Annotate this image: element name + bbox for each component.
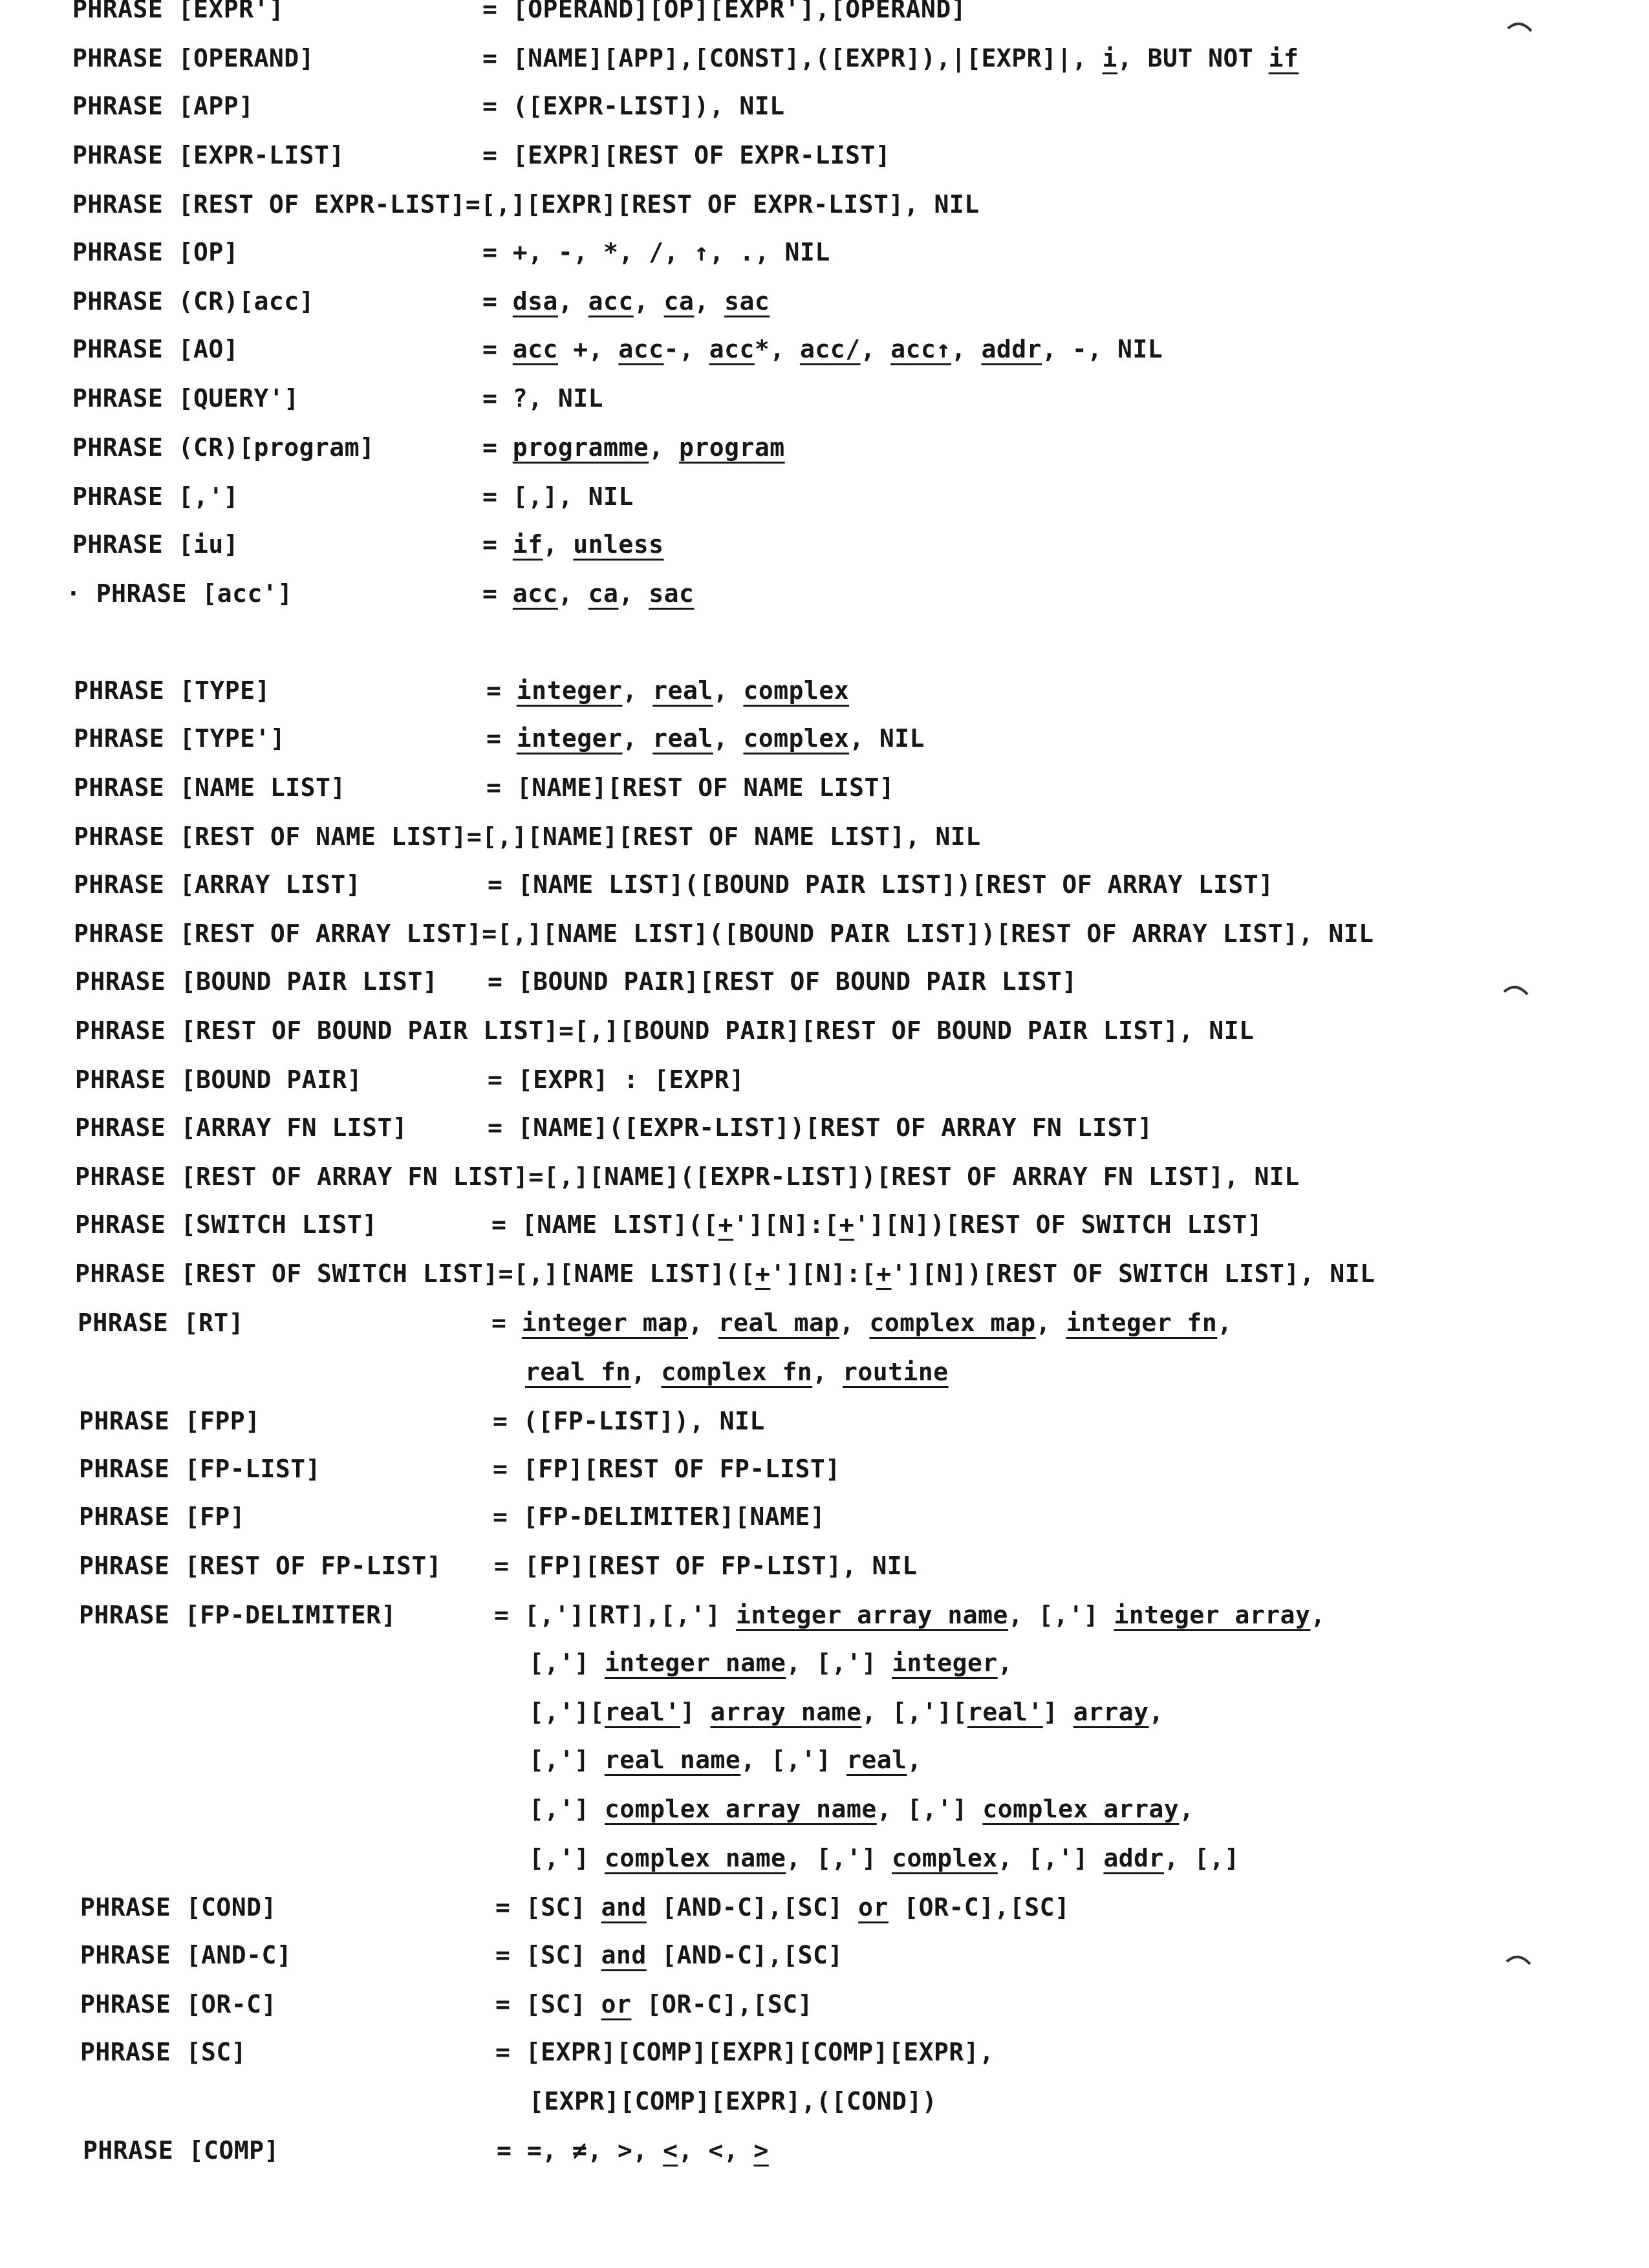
underlined-keyword: complex: [743, 676, 850, 705]
grammar-text: [,']: [529, 1649, 605, 1677]
grammar-text: = [,], NIL: [482, 482, 634, 511]
underlined-keyword: integer map: [521, 1309, 688, 1337]
underlined-keyword: ca: [588, 579, 619, 608]
phrase-definition: [486, 769, 894, 806]
grammar-text: ,: [951, 335, 982, 363]
phrase-definition: [488, 1062, 744, 1098]
grammar-text: ,: [839, 1309, 870, 1337]
phrase-name: PHRASE [APP]: [72, 92, 254, 120]
grammar-text: =: [482, 530, 513, 559]
grammar-line: [0, 575, 1649, 612]
underlined-keyword: real: [846, 1746, 907, 1774]
phrase-definition: [482, 575, 694, 612]
grammar-text: ,: [649, 433, 679, 462]
grammar-text: , [,']: [740, 1746, 846, 1774]
underlined-keyword: sac: [649, 579, 695, 608]
grammar-text: [,']: [529, 1746, 605, 1774]
grammar-text: = [NAME]([EXPR-LIST])[REST OF ARRAY FN LIST]: [488, 1113, 1153, 1142]
grammar-text: = [SC]: [495, 1941, 601, 1969]
grammar-text: = [EXPR][REST OF EXPR-LIST]: [482, 141, 891, 169]
grammar-text: , [,']: [786, 1844, 892, 1872]
grammar-text: , NIL: [849, 724, 925, 753]
underlined-keyword: addr: [981, 335, 1042, 363]
underlined-keyword: i: [1102, 44, 1117, 72]
grammar-text: = =, ≠, >,: [497, 2136, 663, 2165]
grammar-line: [0, 88, 1649, 124]
grammar-text: = ?, NIL: [482, 384, 604, 412]
underlined-keyword: integer array name: [736, 1601, 1008, 1629]
grammar-line: [0, 1791, 1649, 1827]
underlined-keyword: if: [1268, 44, 1299, 72]
underlined-keyword: complex name: [604, 1844, 786, 1872]
phrase-definition: [488, 1109, 1153, 1146]
phrase-name: PHRASE [TYPE']: [74, 724, 286, 753]
underlined-keyword: complex array name: [604, 1795, 877, 1823]
phrase-definition: [482, 0, 966, 27]
grammar-line: [0, 1597, 1649, 1633]
grammar-line: [0, 818, 1649, 855]
phrase-name: PHRASE [COMP]: [83, 2136, 279, 2165]
phrase-name: PHRASE [EXPR-LIST]: [72, 141, 345, 169]
underlined-keyword: and: [601, 1941, 647, 1969]
grammar-text: ,: [997, 1649, 1013, 1677]
grammar-line: [0, 720, 1649, 756]
grammar-text: ]: [1042, 1698, 1073, 1726]
grammar-text: ,: [687, 1309, 718, 1337]
phrase-definition: [482, 137, 890, 173]
grammar-text: ,: [557, 287, 588, 316]
phrase-name: PHRASE [AO]: [72, 335, 239, 363]
grammar-text: [,']: [529, 1795, 605, 1823]
grammar-text: = [SC]: [495, 1990, 601, 2018]
phrase-name: PHRASE [QUERY']: [72, 384, 299, 412]
phrase-definition: [482, 40, 1299, 76]
grammar-text: = [NAME LIST]([BOUND PAIR LIST])[REST OF ARRAY LIST]: [488, 870, 1274, 899]
phrase-definition: [482, 88, 785, 124]
underlined-keyword: or: [601, 1990, 632, 2018]
grammar-line: [0, 40, 1649, 76]
underlined-keyword: complex fn: [661, 1358, 813, 1386]
underlined-keyword: +: [718, 1210, 734, 1239]
grammar-text: ,: [622, 676, 653, 705]
grammar-line: [0, 137, 1649, 173]
grammar-line: [0, 1012, 1649, 1049]
phrase-name: PHRASE [FP-DELIMITER]: [79, 1601, 396, 1629]
underlined-keyword: acc: [618, 335, 664, 363]
grammar-text: [AND-C],[SC]: [646, 1941, 843, 1969]
phrase-name: PHRASE [BOUND PAIR LIST]: [75, 967, 438, 996]
margin-mark-icon: [1504, 1947, 1534, 1973]
phrase-definition: [482, 234, 830, 270]
grammar-text: ,: [1179, 1795, 1194, 1823]
phrase-name: PHRASE [RT]: [78, 1309, 244, 1337]
grammar-line: [0, 769, 1649, 806]
phrase-name: PHRASE [REST OF ARRAY LIST]=[,][NAME LIST]([BOUND PAIR LIST])[REST OF ARRAY LIST], NIL: [74, 919, 1374, 948]
underlined-keyword: complex array: [982, 1795, 1180, 1823]
underlined-keyword: integer: [892, 1649, 998, 1677]
grammar-line: [0, 1403, 1649, 1439]
grammar-line: [0, 1451, 1649, 1487]
grammar-text: [,']: [529, 1844, 605, 1872]
grammar-line: [0, 2034, 1649, 2070]
underlined-keyword: unless: [573, 530, 664, 559]
grammar-text: = [FP][REST OF FP-LIST], NIL: [494, 1552, 918, 1580]
underlined-keyword: integer: [516, 724, 623, 753]
grammar-line: [0, 1256, 1649, 1292]
grammar-text: =: [482, 335, 513, 363]
phrase-name: PHRASE [OPERAND]: [72, 44, 315, 72]
phrase-name: PHRASE [TYPE]: [74, 676, 270, 705]
grammar-line: [0, 1499, 1649, 1535]
phrase-definition: [493, 1403, 765, 1439]
grammar-text: = [SC]: [495, 1893, 601, 1921]
phrase-name: PHRASE [AND-C]: [80, 1941, 292, 1969]
grammar-text: , [,']: [997, 1844, 1104, 1872]
underlined-keyword: acc: [512, 335, 558, 363]
grammar-text: ,: [713, 724, 744, 753]
phrase-definition: [494, 1548, 918, 1584]
phrase-definition: [488, 963, 1077, 1000]
phrase-name: PHRASE [SC]: [80, 2038, 247, 2066]
grammar-line: [0, 1354, 1649, 1390]
grammar-text: , [,']: [876, 1795, 983, 1823]
underlined-keyword: sac: [724, 287, 770, 316]
grammar-text: , BUT NOT: [1117, 44, 1269, 72]
phrase-definition: [495, 2034, 994, 2070]
grammar-text: , -, NIL: [1042, 335, 1163, 363]
grammar-line: [0, 1742, 1649, 1778]
grammar-line: [0, 1062, 1649, 1098]
phrase-name: PHRASE [FP-LIST]: [79, 1455, 321, 1483]
margin-mark-icon: [1502, 978, 1531, 1003]
underlined-keyword: >: [753, 2136, 769, 2165]
grammar-text: =: [491, 1309, 522, 1337]
phrase-continuation: [529, 1645, 1013, 1681]
phrase-definition: [493, 1499, 825, 1535]
phrase-continuation: [529, 1840, 1240, 1876]
phrase-name: PHRASE [OR-C]: [80, 1990, 277, 2018]
underlined-keyword: complex map: [869, 1309, 1036, 1337]
phrase-name: PHRASE [REST OF EXPR-LIST]=[,][EXPR][REST OF EXPR-LIST], NIL: [72, 190, 980, 219]
grammar-text: = [OPERAND][OP][EXPR'],[OPERAND]: [482, 0, 967, 23]
underlined-keyword: addr: [1103, 1844, 1164, 1872]
grammar-text: , [,']: [786, 1649, 892, 1677]
grammar-text: = [NAME LIST]([: [491, 1210, 718, 1239]
phrase-name: PHRASE (CR)[program]: [72, 433, 375, 462]
grammar-text: ,: [622, 724, 653, 753]
phrase-definition: [491, 1206, 1262, 1243]
underlined-keyword: real: [652, 676, 713, 705]
grammar-text: = [NAME][REST OF NAME LIST]: [486, 773, 895, 802]
grammar-text: =: [486, 724, 517, 753]
grammar-text: [EXPR][COMP][EXPR],([COND]): [529, 2087, 938, 2115]
phrase-name: PHRASE (CR)[acc]: [72, 287, 315, 316]
phrase-name: PHRASE [NAME LIST]: [74, 773, 346, 802]
grammar-text: '][N])[REST OF SWITCH LIST]: [854, 1210, 1263, 1239]
grammar-line: [0, 1548, 1649, 1584]
underlined-keyword: integer fn: [1066, 1309, 1218, 1337]
underlined-keyword: integer: [516, 676, 623, 705]
underlined-keyword: complex: [743, 724, 850, 753]
grammar-text: -,: [663, 335, 709, 363]
phrase-definition: [486, 672, 849, 709]
phrase-definition: [486, 720, 925, 756]
phrase-name: PHRASE [iu]: [72, 530, 239, 559]
phrase-definition: [491, 1305, 1233, 1341]
grammar-text: ,: [694, 287, 725, 316]
phrase-continuation: [525, 1354, 949, 1390]
grammar-text: ,: [618, 579, 649, 608]
grammar-line: [0, 915, 1649, 952]
phrase-name: PHRASE [OP]: [72, 238, 239, 266]
phrase-name: PHRASE [FPP]: [79, 1407, 261, 1435]
grammar-text: ,: [1035, 1309, 1066, 1337]
underlined-keyword: or: [858, 1893, 889, 1921]
grammar-text: *,: [754, 335, 800, 363]
underlined-keyword: ca: [663, 287, 695, 316]
grammar-line: [0, 1305, 1649, 1341]
underlined-keyword: dsa: [512, 287, 558, 316]
phrase-definition: [482, 526, 664, 562]
underlined-keyword: acc: [709, 335, 755, 363]
underlined-keyword: integer array: [1114, 1601, 1311, 1629]
phrase-name: PHRASE [SWITCH LIST]: [75, 1210, 378, 1239]
phrase-continuation: [529, 2083, 937, 2119]
grammar-text: = [BOUND PAIR][REST OF BOUND PAIR LIST]: [488, 967, 1077, 996]
underlined-keyword: real': [967, 1698, 1043, 1726]
underlined-keyword: if: [512, 530, 543, 559]
grammar-text: ,: [630, 1358, 662, 1386]
phrase-name: PHRASE [REST OF BOUND PAIR LIST]=[,][BOUND PAIR][REST OF BOUND PAIR LIST], NIL: [75, 1016, 1255, 1045]
grammar-text: = [NAME][APP],[CONST],([EXPR]),|[EXPR]|,: [482, 44, 1103, 72]
grammar-text: ,: [557, 579, 588, 608]
underlined-keyword: complex: [892, 1844, 998, 1872]
grammar-line: [0, 526, 1649, 562]
grammar-text: ,: [1148, 1698, 1164, 1726]
grammar-text: , [,']: [1008, 1601, 1114, 1629]
grammar-text: =: [482, 287, 513, 316]
phrase-name: · PHRASE [acc']: [66, 579, 293, 608]
grammar-line: [0, 2132, 1649, 2168]
grammar-text: ]: [680, 1698, 711, 1726]
grammar-text: , <,: [678, 2136, 754, 2165]
grammar-text: ,: [543, 530, 574, 559]
grammar-line: [0, 1159, 1649, 1195]
grammar-text: =: [482, 579, 513, 608]
phrase-definition: [494, 1597, 1326, 1633]
underlined-keyword: acc: [588, 287, 634, 316]
underlined-keyword: +: [755, 1259, 771, 1288]
phrase-name: PHRASE [BOUND PAIR]: [75, 1065, 363, 1094]
phrase-continuation: [529, 1791, 1194, 1827]
grammar-text: ,: [1310, 1601, 1326, 1629]
phrase-name: PHRASE [,']: [72, 482, 239, 511]
phrase-name: PHRASE [REST OF FP-LIST]: [79, 1552, 442, 1580]
grammar-text: [OR-C],[SC]: [888, 1893, 1070, 1921]
underlined-keyword: real: [652, 724, 713, 753]
margin-mark-icon: [1505, 14, 1535, 40]
grammar-line: [0, 963, 1649, 1000]
phrase-name: PHRASE [ARRAY FN LIST]: [75, 1113, 408, 1142]
grammar-text: , [,]: [1163, 1844, 1240, 1872]
underlined-keyword: and: [601, 1893, 647, 1921]
underlined-keyword: acc/: [799, 335, 861, 363]
grammar-text: ,: [633, 287, 664, 316]
phrase-definition: [488, 866, 1274, 903]
grammar-line: [0, 331, 1649, 367]
phrase-definition: [482, 429, 785, 465]
grammar-line: [0, 283, 1649, 319]
grammar-text: +,: [557, 335, 619, 363]
phrase-name: PHRASE [REST OF ARRAY FN LIST]=[,][NAME]([EXPR-LIST])[REST OF ARRAY FN LIST], NIL: [75, 1162, 1300, 1191]
grammar-line: [0, 478, 1649, 515]
phrase-name: PHRASE [COND]: [80, 1893, 277, 1921]
grammar-text: = ([FP-LIST]), NIL: [493, 1407, 765, 1435]
grammar-line: [0, 2083, 1649, 2119]
grammar-text: = [FP][REST OF FP-LIST]: [493, 1455, 841, 1483]
grammar-text: '][N]:[: [733, 1210, 839, 1239]
phrase-definition: [482, 380, 603, 416]
grammar-line: [0, 1937, 1649, 1973]
grammar-text: =: [482, 433, 513, 462]
underlined-keyword: routine: [842, 1358, 949, 1386]
underlined-keyword: +: [876, 1259, 892, 1288]
grammar-line: [0, 866, 1649, 903]
grammar-text: [OR-C],[SC]: [631, 1990, 813, 2018]
phrase-name: PHRASE [REST OF SWITCH LIST]=[,][NAME LIST]([+'][N]:[+'][N])[REST OF SWITCH LIST], NIL: [75, 1259, 1375, 1288]
grammar-text: '][N]:[: [770, 1259, 877, 1288]
grammar-text: ,: [907, 1746, 922, 1774]
grammar-line: [0, 1840, 1649, 1876]
grammar-text: [AND-C],[SC]: [646, 1893, 859, 1921]
grammar-text: = ([EXPR-LIST]), NIL: [482, 92, 785, 120]
grammar-line: [0, 0, 1649, 27]
grammar-text: ,: [812, 1358, 843, 1386]
grammar-text: = [EXPR] : [EXPR]: [488, 1065, 745, 1094]
grammar-line: [0, 1694, 1649, 1730]
grammar-line: [0, 1986, 1649, 2022]
grammar-line: [0, 1206, 1649, 1243]
phrase-name: PHRASE [FP]: [79, 1503, 246, 1531]
grammar-text: = [FP-DELIMITER][NAME]: [493, 1503, 826, 1531]
underlined-keyword: array name: [710, 1698, 862, 1726]
underlined-keyword: real fn: [525, 1358, 631, 1386]
grammar-text: =: [486, 676, 517, 705]
grammar-line: [0, 186, 1649, 222]
phrase-definition: [495, 1889, 1070, 1925]
grammar-line: [0, 672, 1649, 709]
underlined-keyword: integer name: [604, 1649, 786, 1677]
grammar-text: ,: [860, 335, 891, 363]
phrase-name: PHRASE [REST OF NAME LIST]=[,][NAME][REST OF NAME LIST], NIL: [74, 822, 981, 851]
grammar-line: [0, 380, 1649, 416]
phrase-definition: [495, 1937, 843, 1973]
underlined-keyword: real name: [604, 1746, 741, 1774]
phrase-definition: [493, 1451, 841, 1487]
phrase-definition: [497, 2132, 769, 2168]
grammar-line: [0, 1109, 1649, 1146]
underlined-keyword: <: [663, 2136, 678, 2165]
grammar-text: ,: [713, 676, 744, 705]
grammar-text: = [EXPR][COMP][EXPR][COMP][EXPR],: [495, 2038, 995, 2066]
underlined-keyword: +: [839, 1210, 855, 1239]
grammar-text: = +, -, *, /, ↑, ., NIL: [482, 238, 830, 266]
grammar-line: [0, 429, 1649, 465]
grammar-line: [0, 234, 1649, 270]
phrase-definition: [482, 331, 1163, 367]
underlined-keyword: real': [604, 1698, 680, 1726]
grammar-text: , [,'][: [861, 1698, 967, 1726]
grammar-text: '][N])[REST OF SWITCH LIST], NIL: [891, 1259, 1375, 1288]
phrase-definition: [495, 1986, 813, 2022]
underlined-keyword: array: [1073, 1698, 1149, 1726]
underlined-keyword: program: [678, 433, 785, 462]
grammar-text: ,: [1217, 1309, 1233, 1337]
grammar-text: [,'][: [529, 1698, 605, 1726]
underlined-keyword: acc↑: [890, 335, 951, 363]
grammar-line: [0, 1645, 1649, 1681]
phrase-name: PHRASE [ARRAY LIST]: [74, 870, 361, 899]
phrase-definition: [482, 478, 634, 515]
underlined-keyword: programme: [512, 433, 649, 462]
underlined-keyword: acc: [512, 579, 558, 608]
phrase-continuation: [529, 1742, 922, 1778]
grammar-text: = [,'][RT],[,']: [494, 1601, 737, 1629]
phrase-name: PHRASE [EXPR']: [72, 0, 285, 23]
grammar-line: [0, 1889, 1649, 1925]
phrase-definition: [482, 283, 770, 319]
phrase-continuation: [529, 1694, 1164, 1730]
underlined-keyword: real map: [718, 1309, 839, 1337]
